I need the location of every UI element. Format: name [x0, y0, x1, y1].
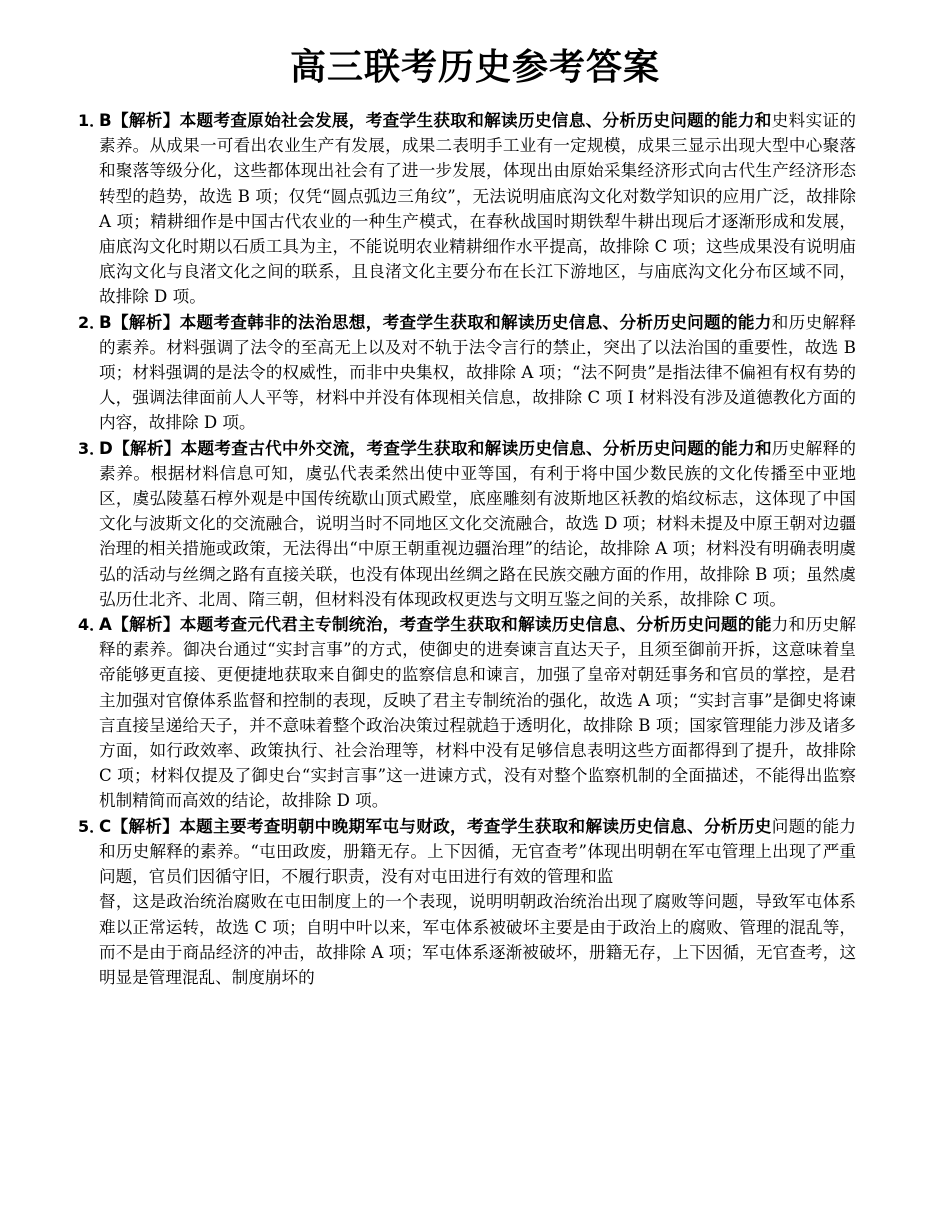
answer-continuation: 督，这是政治统治腐败在屯田制度上的一个表现，说明明朝政治统治出现了腐败等问题，导致军屯体系难以正常运转，故选 C 项；自明中叶以来，军屯体系被破坏主要是由于政治上的腐败、管理的混乱等，而不是由于商品经济的冲击，故排除 A 项；军屯体系逐渐被破坏，册籍无存，上下因循，无官查考，这明显是管理混乱、制度崩坏的 — [99, 892, 856, 987]
answer-number: 2． — [78, 312, 106, 332]
answer-lead: B【解析】本题考查原始社会发展，考查学生获取和解读历史信息、分析历史问题的能力和 — [99, 111, 772, 130]
answer-body: 问题的能力和历史解释的素养。“屯田政废，册籍无存。上下因循，无官查考”体现出明朝在军屯管理上出现了严重问题，官员们因循守旧，不履行职责，没有对屯田进行有效的管理和监 — [99, 816, 856, 887]
answer-number: 4． — [78, 615, 106, 635]
answer-number: 3． — [78, 438, 106, 458]
answer-number: 5． — [78, 816, 106, 836]
answer-body: 历史解释的素养。根据材料信息可知，虞弘代表柔然出使中亚等国，有利于将中国少数民族的文化传播至中亚地区，虞弘陵墓石椁外观是中国传统歇山顶式殿堂，底座雕刻有波斯地区袄教的焰纹标志，这体现了中国文化与波斯文化的交流融合，说明当时不同地区文化交流融合，故选 D 项；材料未提及中原王朝对边疆治理的相关措施或政策，无法得出“中原王朝重视边疆治理”的结论，故排除 A 项；材料没有明确表明虞弘的活动与丝绸之路有直接关联，也没有体现出丝绸之路在民族交融方面的作用，故排除 B 项；虽然虞弘历仕北齐、北周、隋三朝，但材料没有体现政权更迭与文明互鉴之间的关系，故排除 C 项。 — [99, 438, 857, 609]
answer-lead: D【解析】本题考查古代中外交流，考查学生获取和解读历史信息、分析历史问题的能力和 — [99, 438, 772, 458]
answer-lead: A【解析】本题考查元代君主专制统治，考查学生获取和解读历史信息、分析历史问题的能 — [99, 615, 772, 635]
answer-body: 力和历史解释的素养。御决台通过“实封言事”的方式，使御史的进奏谏言直达天子，且须至御前开拆，这意味着皇帝能够更直接、更便捷地获取来自御史的监察信息和谏言，加强了皇帝对朝廷事务和官员的掌控，是君主加强对官僚体系监督和控制的表现，反映了君主专制统治的强化，故选 A 项；“实封言事”是御史将谏言直接呈递给天子，并不意味着整个政治决策过程就趋于透明化，故排除 B 项；国家管理能力涉及诸多方面，如行政效率、政策执行、社会治理等，材料中没有足够信息表明这些方面都得到了提升，故排除 C 项；材料仅提及了御史台“实封言事”这一进谏方式，没有对整个监察机制的全面描述，不能得出监察机制精简而高效的结论，故排除 D 项。 — [99, 615, 857, 811]
answer-body: 史料实证的素养。从成果一可看出农业生产有发展，成果二表明手工业有一定规模，成果三显示出现大型中心聚落和聚落等级分化，这些都体现出社会有了进一步发展，体现出由原始采集经济形式向古代生产经济形态转型的趋势，故选 B 项；仅凭“圆点弧边三角纹”，无法说明庙底沟文化对数学知识的应用广泛，故排除 A 项；精耕细作是中国古代农业的一种生产模式，在春秋战国时期铁犁牛耕出现后才逐渐形成和发展，庙底沟文化时期以石质工具为主，不能说明农业精耕细作水平提高，故排除 C 项；这些成果没有说明庙底沟文化与良渚文化之间的联系，且良渚文化主要分布在长江下游地区，与庙底沟文化分布区域不同，故排除 D 项。 — [99, 111, 856, 307]
answer-item-1 — [78, 108, 856, 310]
answer-number: 1． — [78, 111, 106, 130]
answer-lead: C【解析】本题主要考查明朝中晚期军屯与财政，考查学生获取和解读历史信息、分析历史 — [99, 816, 772, 836]
answer-list — [78, 108, 856, 990]
answer-body: 和历史解释的素养。材料强调了法令的至高无上以及对不轨于法令言行的禁止，突出了以法治国的重要性，故选 B 项；材料强调的是法令的权威性，而非中央集权，故排除 A 项；“法不阿贵”是指法律不偏袒有权有势的人，强调法律面前人人平等，材料中并没有体现相关信息，故排除 C 项 I 材料没有涉及道德教化方面的内容，故排除 D 项。 — [99, 312, 856, 433]
answer-item-2 — [78, 310, 856, 436]
answer-item-3 — [78, 436, 856, 612]
answer-item-4 — [78, 612, 856, 814]
answer-item-5 — [78, 814, 856, 890]
page-title: 高三联考历史参考答案 — [289, 47, 660, 88]
answer-lead: B【解析】本题考查韩非的法治思想，考查学生获取和解读历史信息、分析历史问题的能力 — [99, 312, 772, 332]
